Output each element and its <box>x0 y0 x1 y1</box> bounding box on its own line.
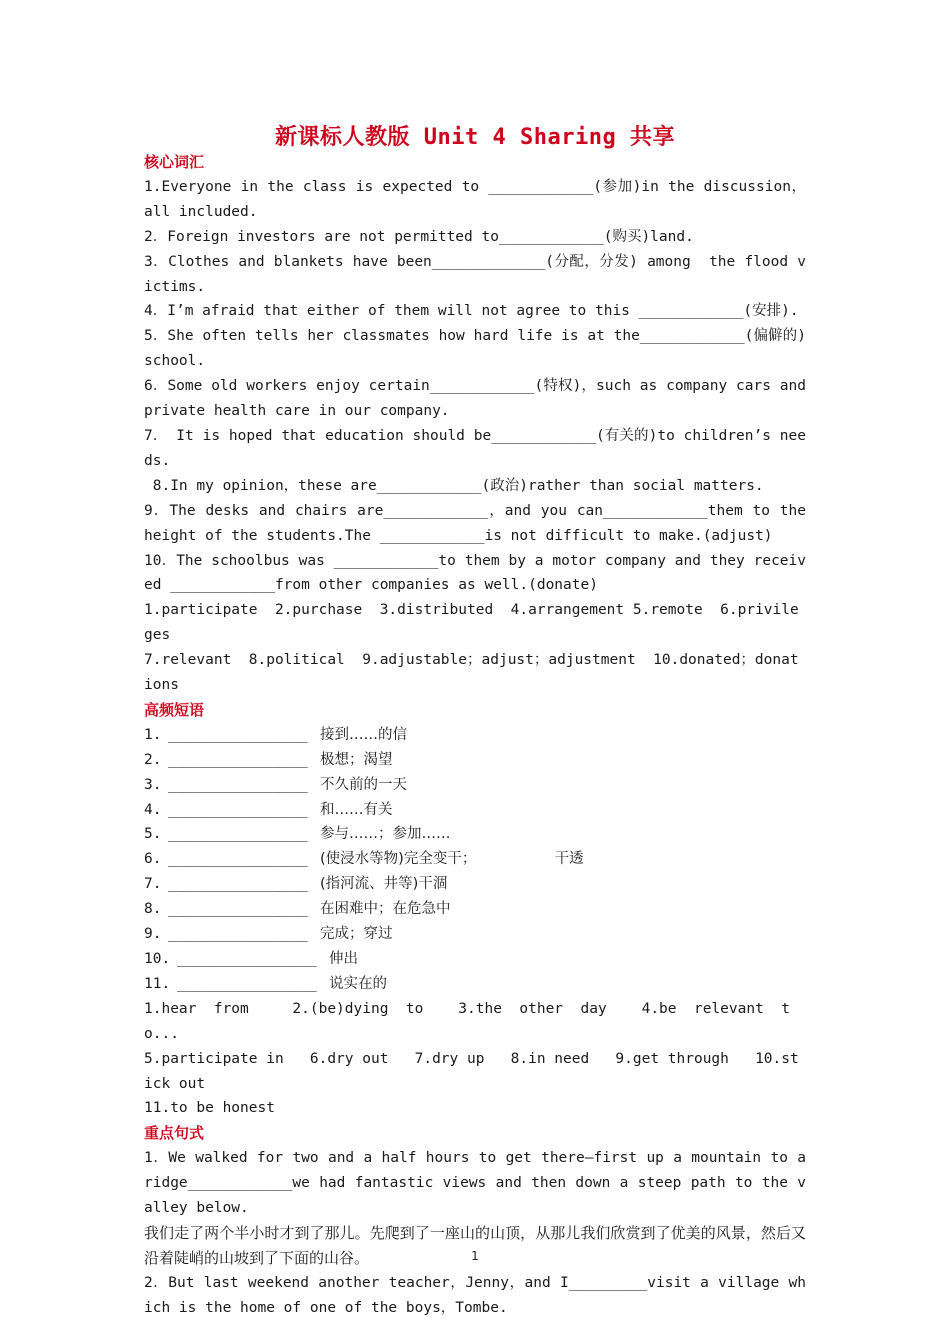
phrase-item <box>144 872 806 897</box>
phrase-blank: ________________ <box>168 926 308 943</box>
phrase-number: 11. <box>144 975 171 992</box>
vocab-answers <box>144 598 806 698</box>
phrase-number: 2. <box>144 751 162 768</box>
phrase-answer-line: 11.to be honest <box>144 1100 275 1117</box>
phrase-meaning: 接到……的信 <box>320 726 407 743</box>
vocab-list <box>144 175 815 598</box>
phrase-meaning: 极想；渴望 <box>320 751 393 768</box>
vocab-item: 8.In my opinion，these are____________(政治)rather than social matters. <box>144 477 764 494</box>
page-number: 1 <box>471 1249 479 1263</box>
phrase-meaning: (指河流、井等)干涸 <box>320 876 448 893</box>
phrase-item <box>144 972 806 997</box>
vocab-item: 3．Clothes and blankets have been_____________(分配，分发) among the flood victims. <box>144 253 806 295</box>
vocab-item: 7． It is hoped that education should be____________(有关的)to children’s needs. <box>144 427 806 469</box>
phrase-blank: ________________ <box>168 751 308 768</box>
phrase-meaning: 参与……；参加…… <box>320 826 451 843</box>
vocab-item: 10．The schoolbus was ____________to them by a motor company and they received ____________from other companies as well.(donate) <box>144 552 806 594</box>
phrase-answer-line: 5.participate in 6.dry out 7.dry up 8.in need 9.get through 10.stick out <box>144 1050 799 1092</box>
phrase-meaning: 和……有关 <box>320 801 393 818</box>
phrase-number: 4. <box>144 801 162 818</box>
phrase-number: 10. <box>144 951 171 967</box>
phrase-blank: ________________ <box>168 776 308 793</box>
sentence-item: 1．We walked for two and a half hours to get there—first up a mountain to a ridge____________we had fantastic views and then down a steep path to the valley below. <box>144 1150 815 1217</box>
vocab-item: 9．The desks and chairs are____________，and you can____________them to the height of the students.The ____________is not difficult to make.(adjust) <box>144 502 815 544</box>
vocab-item: 6．Some old workers enjoy certain____________(特权)，such as company cars and private health care in our company. <box>144 378 815 420</box>
sentence-list <box>144 1146 815 1320</box>
phrase-item <box>144 947 806 972</box>
vocab-item: 5．She often tells her classmates how hard life is at the____________(偏僻的)school. <box>144 328 806 370</box>
phrase-blank: ________________ <box>168 901 308 918</box>
phrase-item <box>144 822 806 847</box>
phrase-number: 7. <box>144 876 162 893</box>
phrase-item <box>144 723 806 748</box>
phrase-answer-line: 1.hear from 2.(be)dying to 3.the other day 4.be relevant to... <box>144 1000 791 1042</box>
phrase-number: 1. <box>144 726 162 743</box>
sentence-item: 2．But last weekend another teacher，Jenny，and I_________visit a village which is the home of one of the boys，Tombe. <box>144 1274 806 1316</box>
sentence-item: 我们走了两个半小时才到了那儿。先爬到了一座山的山顶，从那儿我们欣赏到了优美的风景，然后又沿着陡峭的山坡到了下面的山谷。 <box>144 1223 806 1267</box>
phrase-item <box>144 798 806 823</box>
phrase-number: 8. <box>144 901 162 918</box>
phrase-item <box>144 748 806 773</box>
phrase-meaning: 伸出 <box>329 951 358 967</box>
phrase-blank: ________________ <box>168 801 308 818</box>
phrase-number: 3. <box>144 776 162 793</box>
phrase-blank: ________________ <box>168 876 308 893</box>
content-body <box>144 150 815 1321</box>
phrase-item <box>144 897 806 922</box>
phrase-blank: ________________ <box>168 851 308 868</box>
phrase-meaning: 不久前的一天 <box>320 776 407 793</box>
phrase-blank: ________________ <box>177 975 317 992</box>
sentences-heading: 重点句式 <box>144 1124 205 1143</box>
document-title: 新课标人教版 Unit 4 Sharing 共享 <box>275 125 675 150</box>
phrase-item <box>144 847 806 872</box>
phrase-number: 6. <box>144 851 162 868</box>
phrase-meaning: (使浸水等物)完全变干； 干透 <box>320 851 584 868</box>
phrase-item <box>144 773 806 798</box>
phrase-blank: ________________ <box>168 726 308 743</box>
phrase-number: 5. <box>144 826 162 843</box>
phrase-answers <box>144 997 806 1122</box>
vocab-answer-line: 7.relevant 8.political 9.adjustable；adjust；adjustment 10.donated；donations <box>144 652 799 694</box>
phrase-meaning: 在困难中；在危急中 <box>320 901 451 918</box>
phrase-meaning: 说实在的 <box>329 975 387 992</box>
phrases-heading: 高频短语 <box>144 700 205 719</box>
phrase-blank: ________________ <box>177 951 317 967</box>
phrase-number: 9. <box>144 926 162 943</box>
phrase-meaning: 完成；穿过 <box>320 926 393 943</box>
vocab-item: 2．Foreign investors are not permitted to____________(购买)land. <box>144 228 694 245</box>
vocab-heading: 核心词汇 <box>144 153 205 171</box>
phrase-list <box>144 723 806 997</box>
phrase-item <box>144 922 806 947</box>
vocab-item: 4．I’m afraid that either of them will not agree to this ____________(安排). <box>144 303 799 320</box>
vocab-answer-line: 1.participate 2.purchase 3.distributed 4.arrangement 5.remote 6.privileges <box>144 602 799 644</box>
phrase-blank: ________________ <box>168 826 308 843</box>
vocab-item: 1.Everyone in the class is expected to ____________(参加)in the discussion，all included. <box>144 178 806 220</box>
